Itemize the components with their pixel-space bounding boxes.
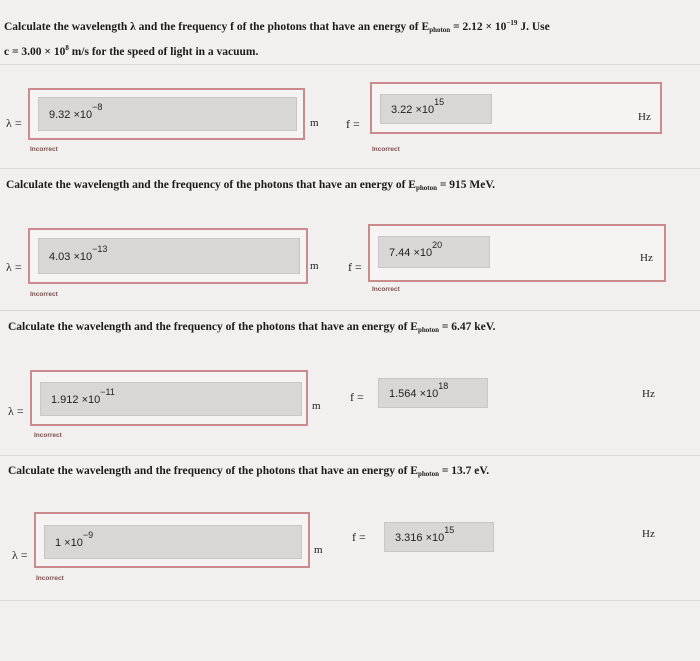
f-input[interactable]: $7.44 \times 10^{20}$ bbox=[378, 236, 490, 268]
f-input[interactable]: $1.564 \times 10^{18}$ bbox=[378, 378, 488, 408]
lambda-status-incorrect: Incorrect bbox=[36, 575, 64, 582]
divider bbox=[0, 168, 700, 169]
f-input[interactable]: $3.316 \times 10^{15}$ bbox=[384, 522, 494, 552]
lambda-status-incorrect: Incorrect bbox=[30, 146, 58, 153]
lambda-status-incorrect: Incorrect bbox=[30, 291, 58, 298]
lambda-unit: m bbox=[314, 544, 323, 556]
divider bbox=[0, 600, 700, 601]
lambda-label: λ = bbox=[12, 548, 28, 562]
f-unit: Hz bbox=[642, 388, 655, 400]
divider bbox=[0, 310, 700, 311]
f-label: f = bbox=[348, 260, 362, 274]
f-input[interactable]: $3.22 \times 10^{15}$ bbox=[380, 94, 492, 124]
f-status-incorrect: Incorrect bbox=[372, 146, 400, 153]
f-answer-box bbox=[370, 82, 662, 134]
lambda-label: λ = bbox=[6, 116, 22, 130]
f-label: f = bbox=[350, 390, 364, 404]
divider bbox=[0, 455, 700, 456]
problem-4-prompt: Calculate the wavelength and the frequency of the photons that have an energy of $E_{photon} = 13.7$ eV. bbox=[8, 465, 490, 478]
problem-3-prompt: Calculate the wavelength and the frequency of the photons that have an energy of $E_{photon} = 6.47$ keV. bbox=[8, 321, 496, 334]
lambda-unit: m bbox=[312, 400, 321, 412]
problem-2-prompt: Calculate the wavelength and the frequency of the photons that have an energy of $E_{photon} = 915$ MeV. bbox=[6, 179, 496, 192]
f-label: f = bbox=[352, 530, 366, 544]
lambda-unit: m bbox=[310, 117, 319, 129]
lambda-answer-box bbox=[28, 228, 308, 284]
problem-1-prompt: Calculate the wavelength λ and the frequency f of the photons that have an energy of $E_{photon} = 2.12 \times 10^{-19}$ J. Use $c = 3.00 \times 10^8$ m/s for the speed of light in a vacuum. bbox=[4, 19, 550, 58]
lambda-label: λ = bbox=[8, 404, 24, 418]
lambda-input[interactable]: $1.912 \times 10^{-11}$ bbox=[40, 382, 302, 416]
lambda-label: λ = bbox=[6, 260, 22, 274]
lambda-status-incorrect: Incorrect bbox=[34, 432, 62, 439]
lambda-input[interactable]: $4.03 \times 10^{-13}$ bbox=[38, 238, 300, 274]
lambda-unit: m bbox=[310, 260, 319, 272]
divider bbox=[0, 64, 700, 65]
lambda-answer-box bbox=[34, 512, 310, 568]
lambda-input[interactable]: $1 \times 10^{-9}$ bbox=[44, 525, 302, 559]
f-unit: Hz bbox=[640, 252, 653, 264]
lambda-answer-box bbox=[28, 88, 305, 140]
f-label: f = bbox=[346, 117, 360, 131]
lambda-input[interactable]: $9.32 \times 10^{-8}$ bbox=[38, 97, 297, 131]
f-answer-box bbox=[368, 224, 666, 282]
f-status-incorrect: Incorrect bbox=[372, 286, 400, 293]
lambda-answer-box bbox=[30, 370, 308, 426]
f-unit: Hz bbox=[642, 528, 655, 540]
f-unit: Hz bbox=[638, 111, 651, 123]
